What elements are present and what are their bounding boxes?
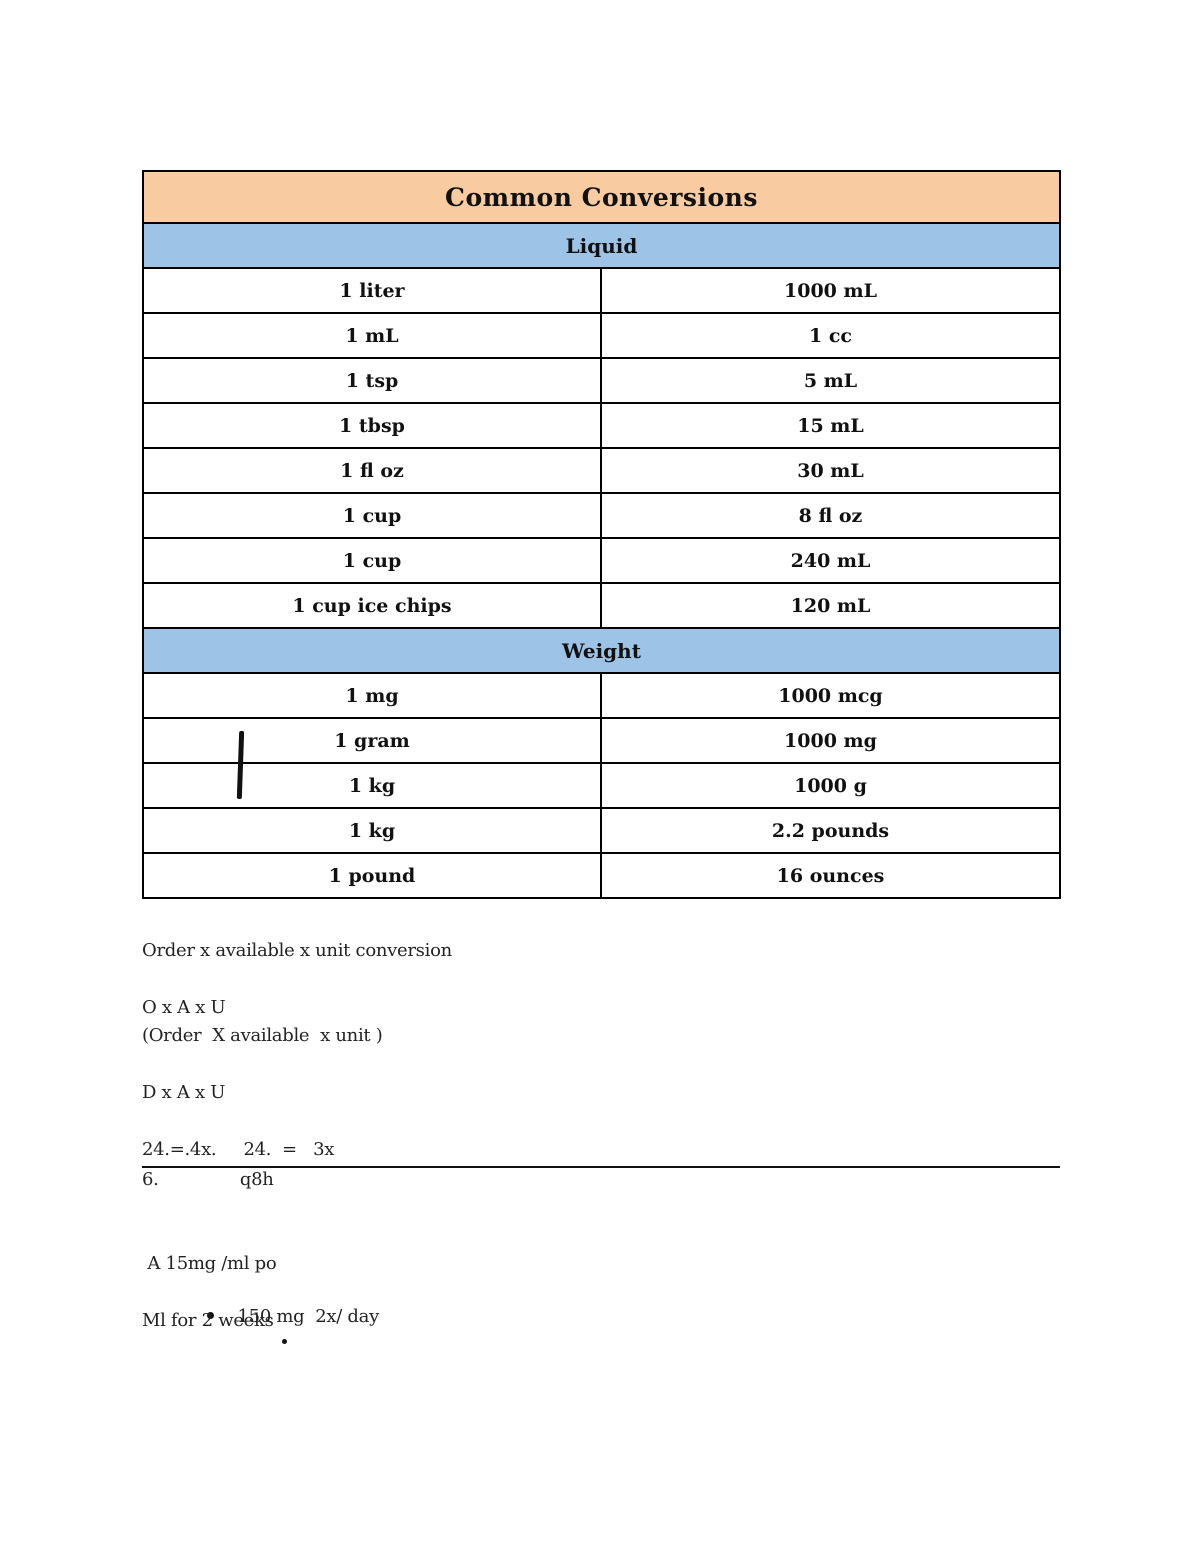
equivalent-cell: 2.2 pounds bbox=[601, 808, 1060, 853]
table-row bbox=[143, 583, 1060, 628]
unit-cell: 1 cup bbox=[143, 493, 601, 538]
unit-cell: 1 fl oz bbox=[143, 448, 601, 493]
unit-cell: 1 gram bbox=[143, 718, 601, 763]
equivalent-cell: 1000 mg bbox=[601, 718, 1060, 763]
table-row bbox=[143, 493, 1060, 538]
unit-cell: 1 kg bbox=[143, 808, 601, 853]
equivalent-cell: 1000 mcg bbox=[601, 673, 1060, 718]
unit-cell: 1 cup ice chips bbox=[143, 583, 601, 628]
table-row bbox=[143, 313, 1060, 358]
unit-cell: 1 tsp bbox=[143, 358, 601, 403]
equivalent-cell: 1000 mL bbox=[601, 268, 1060, 313]
equivalent-cell: 1000 g bbox=[601, 763, 1060, 808]
note-line: Order x available x unit conversion bbox=[142, 940, 452, 961]
fraction-rule bbox=[142, 1166, 1060, 1168]
table-row bbox=[143, 538, 1060, 583]
unit-cell: 1 liter bbox=[143, 268, 601, 313]
table-row bbox=[143, 808, 1060, 853]
table-row bbox=[143, 763, 1060, 808]
equivalent-cell: 5 mL bbox=[601, 358, 1060, 403]
equivalent-cell: 16 ounces bbox=[601, 853, 1060, 898]
stray-dot bbox=[282, 1339, 287, 1344]
bullet-text: 150 mg 2x/ day bbox=[237, 1306, 379, 1327]
conversions-table bbox=[142, 170, 1061, 899]
table-row bbox=[143, 673, 1060, 718]
table-title-row bbox=[143, 171, 1060, 223]
unit-cell: 1 mg bbox=[143, 673, 601, 718]
note-line: A 15mg /ml po bbox=[142, 1253, 277, 1274]
note-line: (Order X available x unit ) bbox=[142, 1025, 383, 1046]
note-line: 6. q8h bbox=[142, 1169, 274, 1190]
equivalent-cell: 15 mL bbox=[601, 403, 1060, 448]
unit-cell: 1 kg bbox=[143, 763, 601, 808]
unit-cell: 1 pound bbox=[143, 853, 601, 898]
unit-cell: 1 mL bbox=[143, 313, 601, 358]
table-row bbox=[143, 718, 1060, 763]
equivalent-cell: 120 mL bbox=[601, 583, 1060, 628]
section-heading: Liquid bbox=[143, 223, 1060, 268]
note-line: D x A x U bbox=[142, 1082, 226, 1103]
table-row bbox=[143, 448, 1060, 493]
table-row bbox=[143, 268, 1060, 313]
section-header-row bbox=[143, 628, 1060, 673]
note-line: 24.=.4x. 24. = 3x bbox=[142, 1139, 335, 1160]
table-title: Common Conversions bbox=[143, 171, 1060, 223]
table-row bbox=[143, 358, 1060, 403]
table-row bbox=[143, 403, 1060, 448]
equivalent-cell: 8 fl oz bbox=[601, 493, 1060, 538]
section-header-row bbox=[143, 223, 1060, 268]
note-line: O x A x U bbox=[142, 997, 226, 1018]
equivalent-cell: 1 cc bbox=[601, 313, 1060, 358]
unit-cell: 1 tbsp bbox=[143, 403, 601, 448]
equivalent-cell: 240 mL bbox=[601, 538, 1060, 583]
section-heading: Weight bbox=[143, 628, 1060, 673]
unit-cell: 1 cup bbox=[143, 538, 601, 583]
note-line: Ml for 2 weeks bbox=[142, 1310, 274, 1331]
equivalent-cell: 30 mL bbox=[601, 448, 1060, 493]
table-row bbox=[143, 853, 1060, 898]
